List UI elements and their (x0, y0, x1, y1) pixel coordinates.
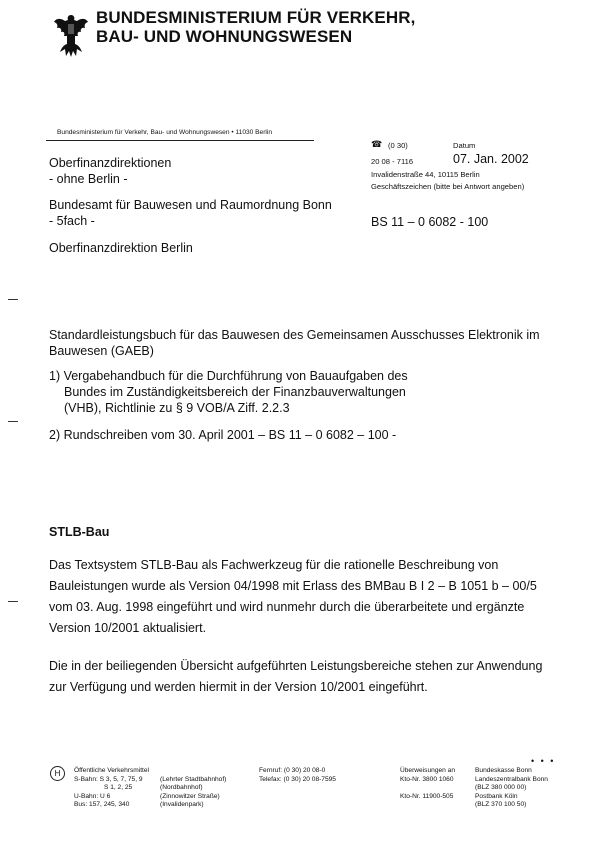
footer-transfers (400, 767, 455, 801)
punch-mark (8, 421, 18, 422)
ministry-name-line1: BUNDESMINISTERIUM FÜR VERKEHR, (96, 8, 416, 27)
footer-phone (259, 767, 336, 784)
sender-underline (46, 140, 314, 141)
federal-eagle-logo (52, 12, 90, 58)
footer-fax-line: Telefax: (0 30) 20 08-7595 (259, 775, 336, 783)
sender-address-line: Bundesministerium für Verkehr, Bau- und Wohnungswesen • 11030 Berlin (57, 129, 273, 136)
footer-transit-line: Öffentliche Verkehrsmittel (74, 767, 150, 774)
footer-transit-line: U-Bahn: U 6 (74, 792, 111, 800)
paragraph-2-line1: Die in der beiliegenden Übersicht aufgeführten Leistungsbereiche stehen zur Anwendung (49, 659, 543, 673)
footer-transfer-line: Kto-Nr. 3800 1060 (400, 775, 454, 783)
phone-icon: ☎ (371, 139, 383, 149)
paragraph-2-line2: zur Verfügung und werden hiermit in der Version 10/2001 eingeführt. (49, 680, 428, 694)
recipient-2-line1: Bundesamt für Bauwesen und Raumordnung Bonn (49, 198, 332, 212)
footer-transit (74, 767, 149, 810)
footer-station-line: (Nordbahnhof) (160, 784, 203, 792)
ministry-name (96, 8, 415, 46)
reference-1 (49, 368, 408, 416)
footer-transfer-line: Überweisungen an (400, 767, 455, 774)
paragraph-1-line3: vom 03. Aug. 1998 eingeführt und wird nunmehr durch die überarbeitete und ergänzte (49, 600, 525, 614)
footer-transit-line: S 1, 2, 25 (104, 784, 133, 792)
phone-prefix: (0 30) (388, 141, 408, 150)
recipient-2 (49, 197, 332, 229)
footer-bank-line: Postbank Köln (475, 792, 518, 800)
fold-mark (8, 299, 18, 300)
paragraph-2 (49, 656, 542, 698)
reference-2: 2) Rundschreiben vom 30. April 2001 – BS 11 – 0 6082 – 100 - (49, 428, 397, 442)
recipient-2-line2: - 5fach - (49, 214, 95, 228)
recipient-3: Oberfinanzdirektion Berlin (49, 241, 193, 255)
paragraph-1-line1: Das Textsystem STLB-Bau als Fachwerkzeug für die rationelle Beschreibung von (49, 558, 499, 572)
footer-bank-line: Bundeskasse Bonn (475, 767, 532, 774)
date-label: Datum (453, 141, 476, 150)
paragraph-1-line4: Version 10/2001 aktualisiert. (49, 621, 207, 635)
reference-1-line2: Bundes im Zuständigkeitsbereich der Finanzbauverwaltungen (64, 385, 406, 399)
footer-station-line: (Invalidenpark) (160, 801, 204, 809)
office-address: Invalidenstraße 44, 10115 Berlin (371, 170, 480, 179)
section-heading: STLB-Bau (49, 525, 110, 539)
footer-bank-line: (BLZ 370 100 50) (475, 801, 527, 809)
ministry-name-line2: BAU- UND WOHNUNGSWESEN (96, 27, 353, 46)
footer-station-line: (Zinnowitzer Straße) (160, 792, 220, 800)
subject-title-line2: Bauwesen (GAEB) (49, 344, 154, 358)
subject-title (49, 327, 540, 359)
recipient-1-line2: - ohne Berlin - (49, 172, 128, 186)
subject-title-line1: Standardleistungsbuch für das Bauwesen des Gemeinsamen Ausschusses Elektronik im (49, 328, 540, 342)
footer-stations (160, 767, 226, 810)
footer-bank-line: (BLZ 380 000 00) (475, 784, 527, 792)
footer-station-line (160, 767, 226, 776)
fold-mark (8, 601, 18, 602)
footer-phone-line: Fernruf: (0 30) 20 08-0 (259, 767, 326, 774)
footer-transit-line: Bus: 157, 245, 340 (74, 801, 130, 809)
footer-transfer-line (400, 784, 455, 793)
recipient-1 (49, 155, 171, 187)
reference-1-line1: 1) Vergabehandbuch für die Durchführung von Bauaufgaben des (49, 369, 408, 383)
footer-transit-line: S-Bahn: S 3, 5, 7, 75, 9 (74, 775, 143, 783)
transit-icon: H (50, 766, 65, 781)
paragraph-1-line2: Bauleistungen wurde als Version 04/1998 mit Erlass des BMBau B I 2 – B 1051 b – 00/5 (49, 579, 537, 593)
footer-bank (475, 767, 548, 810)
footer-bank-line: Landeszentralbank Bonn (475, 775, 548, 783)
footer-station-line: (Lehrter Stadtbahnhof) (160, 775, 227, 783)
phone-extension: 20 08 - 7116 (371, 157, 414, 166)
ellipsis-mark: • • • (531, 756, 556, 766)
paragraph-1 (49, 555, 537, 639)
letter-date: 07. Jan. 2002 (453, 152, 529, 166)
footer-transfer-line: Kto-Nr. 11900-505 (400, 792, 454, 800)
reference-number: BS 11 – 0 6082 - 100 (371, 215, 489, 229)
reference-label: Geschäftszeichen (bitte bei Antwort angeben) (371, 182, 525, 191)
reference-1-line3: (VHB), Richtlinie zu § 9 VOB/A Ziff. 2.2.3 (64, 401, 290, 415)
recipient-1-line1: Oberfinanzdirektionen (49, 156, 172, 170)
